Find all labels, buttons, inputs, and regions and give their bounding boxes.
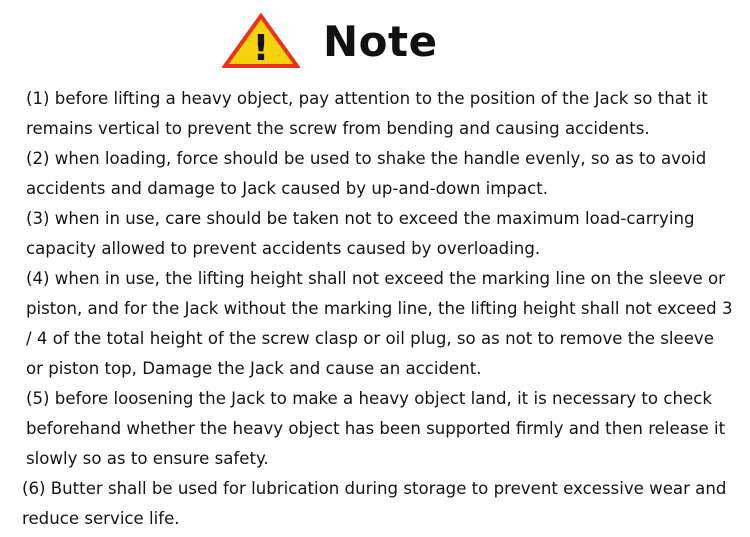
exclamation-glyph: ! <box>252 28 270 69</box>
note-item-4: (4) when in use, the lifting height shall not exceed the marking line on the sleeve or piston, and for the Jack without the marking line, the lifting height shall not exceed 3 / 4 of the total height of the screw clasp or oil plug, so as not to remove the sleeve or piston top, Damage the Jack and cause an accident. <box>26 269 733 378</box>
note-item-1: (1) before lifting a heavy object, pay attention to the position of the Jack so that it remains vertical to prevent the screw from bending and causing accidents. <box>26 89 708 138</box>
note-item-2: (2) when loading, force should be used to shake the handle evenly, so as to avoid accidents and damage to Jack caused by up-and-down impact. <box>26 149 707 198</box>
page-title: Note <box>323 17 438 66</box>
note-item-3: (3) when in use, care should be taken not to exceed the maximum load-carrying capacity allowed to prevent accidents caused by overloading. <box>26 209 695 258</box>
warning-triangle-icon <box>222 13 300 69</box>
notes-list <box>22 84 734 534</box>
note-item-6: (6) Butter shall be used for lubrication during storage to prevent excessive wear and reduce service life. <box>22 479 727 528</box>
note-header <box>0 0 750 80</box>
note-item-5: (5) before loosening the Jack to make a heavy object land, it is necessary to check beforehand whether the heavy object has been supported firmly and then release it slowly so as to ensure safety. <box>26 389 726 468</box>
